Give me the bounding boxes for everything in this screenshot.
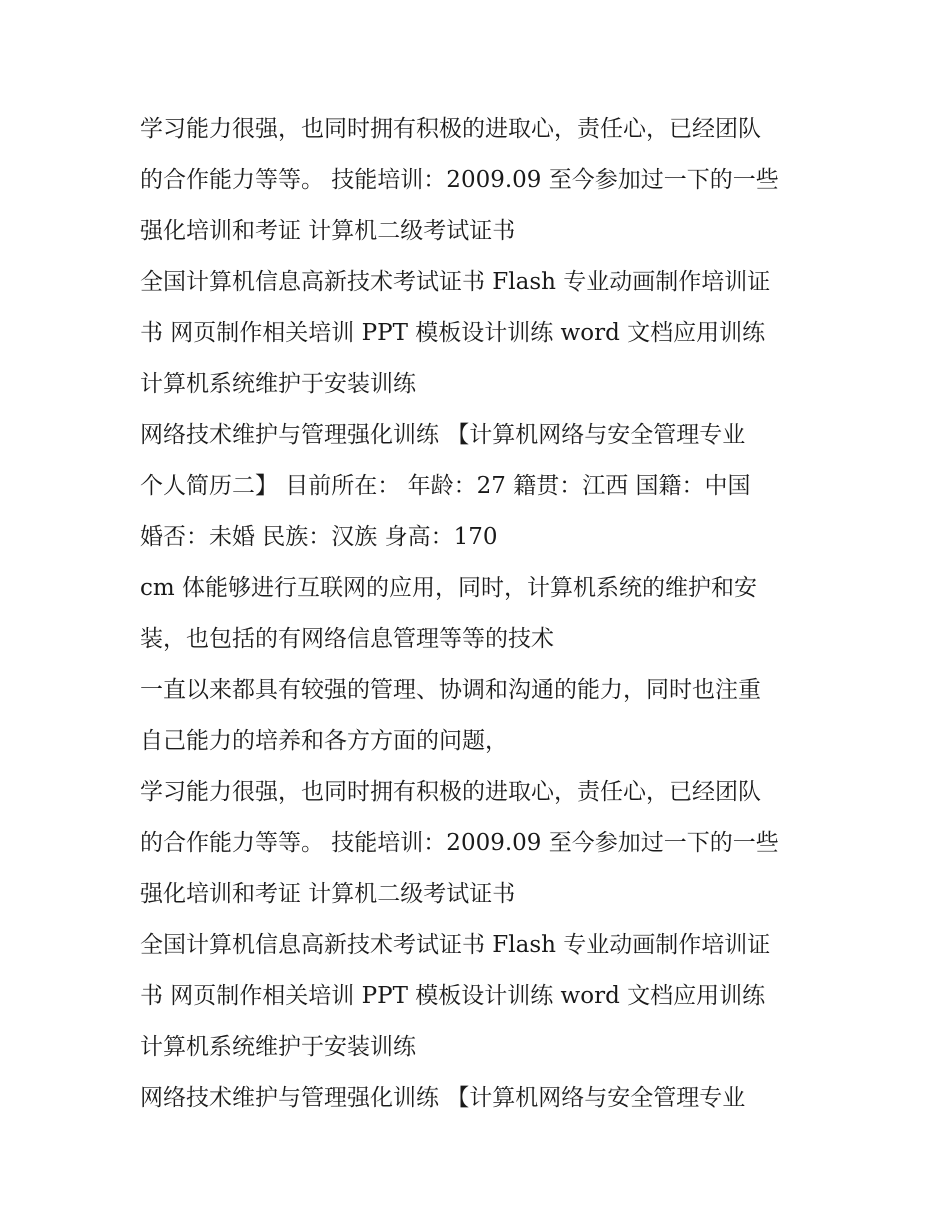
text-line: 个人简历二】 目前所在： 年龄：27 籍贯：江西 国籍：中国 <box>140 473 751 499</box>
text-line: 装，也包括的有网络信息管理等等的技术 <box>140 626 554 652</box>
text-line: 学习能力很强，也同时拥有积极的进取心，责任心，已经团队 <box>140 116 761 142</box>
text-line: 强化培训和考证 计算机二级考试证书 <box>140 881 516 907</box>
text-line: 的合作能力等等。 技能培训：2009.09 至今参加过一下的一些 <box>140 167 779 193</box>
text-line: 网络技术维护与管理强化训练 【计算机网络与安全管理专业 <box>140 1085 746 1111</box>
text-line: 全国计算机信息高新技术考试证书 Flash 专业动画制作培训证 <box>140 932 771 958</box>
text-line: 计算机系统维护于安装训练 <box>140 371 416 397</box>
text-line: 自己能力的培养和各方方面的问题， <box>140 728 508 754</box>
text-line: 网络技术维护与管理强化训练 【计算机网络与安全管理专业 <box>140 422 746 448</box>
document-body <box>140 104 820 1124</box>
text-line: 的合作能力等等。 技能培训：2009.09 至今参加过一下的一些 <box>140 830 779 856</box>
text-line: 全国计算机信息高新技术考试证书 Flash 专业动画制作培训证 <box>140 269 771 295</box>
text-line: 一直以来都具有较强的管理、协调和沟通的能力，同时也注重 <box>140 677 761 703</box>
text-line: 强化培训和考证 计算机二级考试证书 <box>140 218 516 244</box>
text-line: 婚否：未婚 民族：汉族 身高：170 <box>140 524 498 550</box>
text-line: 学习能力很强，也同时拥有积极的进取心，责任心，已经团队 <box>140 779 761 805</box>
text-line: 书 网页制作相关培训 PPT 模板设计训练 word 文档应用训练 <box>140 320 766 346</box>
text-line: cm 体能够进行互联网的应用，同时，计算机系统的维护和安 <box>140 575 758 601</box>
text-line: 计算机系统维护于安装训练 <box>140 1034 416 1060</box>
text-line: 书 网页制作相关培训 PPT 模板设计训练 word 文档应用训练 <box>140 983 766 1009</box>
